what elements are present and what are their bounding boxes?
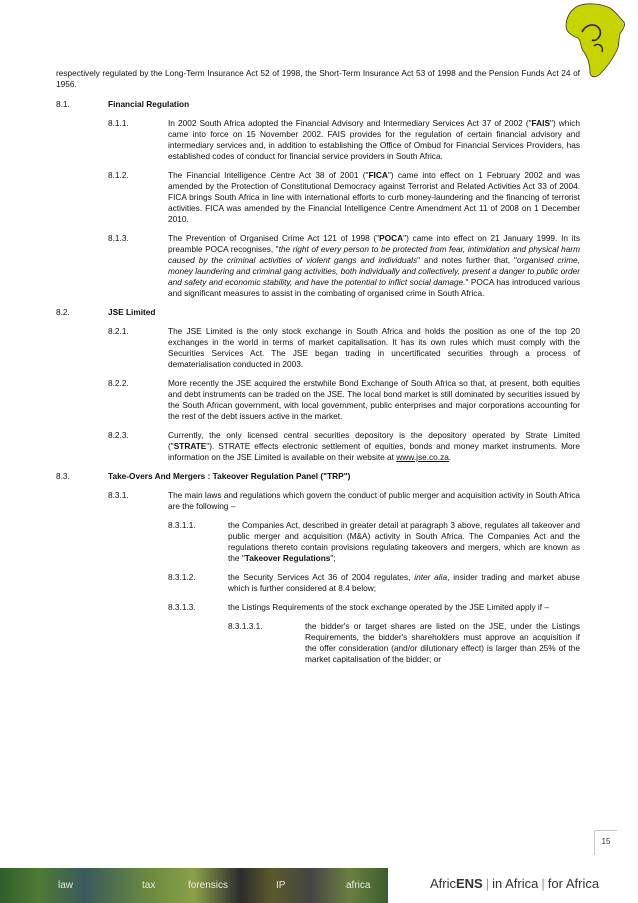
- section-number: 8.3.1.2.: [168, 572, 196, 582]
- footer-tag-ip: IP: [276, 880, 286, 891]
- section-heading: Take-Overs And Mergers : Takeover Regulation Panel ("TRP"): [108, 471, 351, 481]
- page-number: 15: [594, 830, 617, 855]
- section-text: Currently, the only licensed central securities depository is the depository operated by Strate Limited ("STRATE"). STRATE effects electronic settlement of equities, bonds and money market instruments. More information on the JSE Limited is available on their website at www.jse.co.za.: [168, 430, 580, 462]
- section-text: The Financial Intelligence Centre Act 38 of 2001 ("FICA") came into effect on 1 February 2002 and was amended by the Protection of Constitutional Democracy against Terrorist and Related Activities Act 33 of 2004. FICA brings South Africa in line with international efforts to curb money-laundering and the financing of terrorist activities. FICA was amended by the Financial Intelligence Centre Amendment Act 11 of 2008 on 1 December 2010.: [168, 170, 580, 224]
- section-text: The Prevention of Organised Crime Act 121 of 1998 ("POCA") came into effect on 21 January 1999. In its preamble POCA recognises, "the right of every person to be protected from fear, intimidation and physical harm caused by the criminal activities of violent gangs and individuals" and notes further that, "organised crime, money laundering and criminal gang activities, both individually and collectively, present a danger to public order and safety and economic stability, and have the potential to inflict social damage." POCA has introduced various and significant measures to assist in the combating of organised crime in South Africa.: [168, 233, 580, 298]
- section-text: The main laws and regulations which govern the conduct of public merger and acquisition activity in South Africa are the following –: [168, 490, 580, 511]
- section-8-1-2: [108, 170, 580, 225]
- section-number: 8.2.: [56, 307, 70, 317]
- section-number: 8.1.3.: [108, 233, 129, 243]
- section-text: More recently the JSE acquired the erstwhile Bond Exchange of South Africa so that, at present, both equities and debt instruments can be traded on the JSE. The local bond market is still dominated by securities issued by the South African government, with local government, public enterprises and major corporations accounting for the rest of the debt issuers active in the market.: [168, 378, 580, 421]
- section-8-1: [56, 99, 580, 110]
- footer-tag-africa: africa: [346, 880, 371, 891]
- footer-image-strip: [0, 868, 388, 903]
- document-body: [56, 68, 580, 673]
- section-8-3-1: [108, 490, 580, 512]
- section-text: In 2002 South Africa adopted the Financial Advisory and Intermediary Services Act 37 of 2002 ("FAIS") which came into force on 15 November 2002. FAIS provides for the regulation of certain financial advisory and intermediary services and, in addition to establishing the Office of Ombud for Financial Services Providers, has established codes of conduct for financial service providers in South Africa.: [168, 118, 580, 161]
- section-text: the Companies Act, described in greater detail at paragraph 3 above, regulates all takeover and public merger and acquisition (M&A) activity in South Africa. The Companies Act and the regulations thereto contain provisions regulating takeovers and mergers, which are known as the "Takeover Regulations";: [228, 520, 580, 563]
- section-8-3-1-3: [168, 602, 580, 613]
- footer-banner: [0, 868, 638, 903]
- footer-tag-tax: tax: [142, 880, 156, 891]
- section-8-3-1-3-1: [228, 621, 580, 665]
- section-number: 8.1.1.: [108, 118, 129, 128]
- section-8-3: [56, 471, 580, 482]
- footer-tag-law: law: [58, 880, 74, 891]
- section-number: 8.3.1.3.1.: [228, 621, 263, 631]
- section-text: The JSE Limited is the only stock exchange in South Africa and holds the position as one of the top 20 exchanges in the world in terms of market capitalisation. It has its own rules which must comply with the Securities Services Act. The JSE began trading in uncertificated securities through a process of dematerialisation conducted in 2003.: [168, 326, 580, 369]
- section-number: 8.3.1.3.: [168, 602, 196, 612]
- section-8-3-1-1: [168, 520, 580, 564]
- jse-website-link[interactable]: www.jse.co.za: [396, 452, 449, 462]
- section-text: the Listings Requirements of the stock exchange operated by the JSE Limited apply if –: [228, 602, 549, 612]
- footer-brand: AfricENS | in Africa | for Africa: [430, 876, 600, 891]
- section-8-2: [56, 307, 580, 318]
- section-heading: JSE Limited: [108, 307, 156, 317]
- section-text: the Security Services Act 36 of 2004 regulates, inter alia, insider trading and market abuse which is further considered at 8.4 below;: [228, 572, 580, 593]
- section-8-2-2: [108, 378, 580, 422]
- section-8-2-1: [108, 326, 580, 370]
- section-8-2-3: [108, 430, 580, 463]
- section-8-3-1-2: [168, 572, 580, 594]
- intro-paragraph: respectively regulated by the Long-Term Insurance Act 52 of 1998, the Short-Term Insurance Act 53 of 1998 and the Pension Funds Act 24 of 1956.: [56, 68, 580, 89]
- footer-tag-forensics: forensics: [188, 880, 229, 891]
- section-heading: Financial Regulation: [108, 99, 190, 109]
- section-8-1-3: [108, 233, 580, 299]
- section-text: the bidder's or target shares are listed on the JSE, under the Listings Requirements, the bidder's shareholders must approve an acquisition if the offer consideration (and/or dilutionary effect) is larger than 25% of the market capitalisation of the bidder; or: [305, 621, 580, 664]
- section-number: 8.2.2.: [108, 378, 129, 388]
- section-number: 8.1.2.: [108, 170, 129, 180]
- section-number: 8.3.1.1.: [168, 520, 196, 530]
- section-number: 8.2.1.: [108, 326, 129, 336]
- section-number: 8.3.1.: [108, 490, 129, 500]
- section-number: 8.2.3.: [108, 430, 129, 440]
- section-number: 8.3.: [56, 471, 70, 481]
- section-8-1-1: [108, 118, 580, 162]
- section-number: 8.1.: [56, 99, 70, 109]
